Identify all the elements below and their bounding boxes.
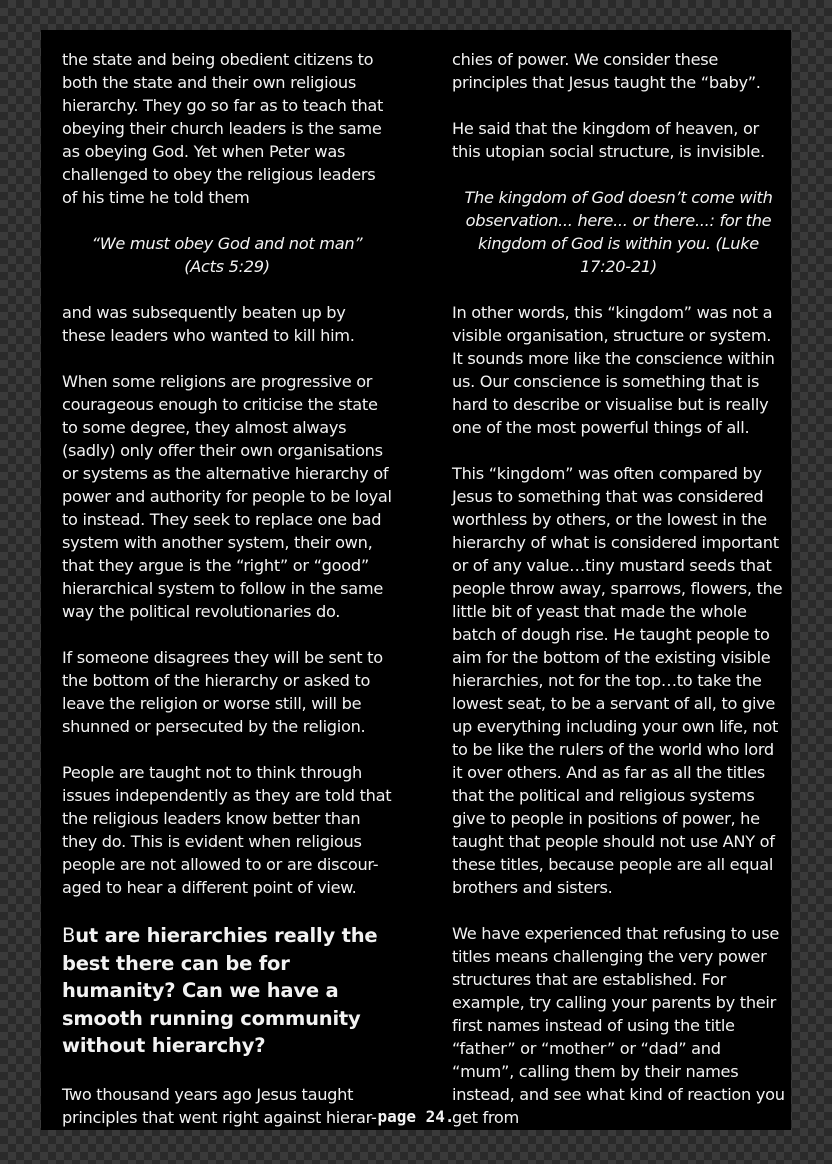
page-number: page 24.	[377, 1107, 455, 1126]
section-heading	[62, 922, 392, 1060]
left-paragraph-5: People are taught not to think through issues independently as they are told that the religious leaders know better than they do. This is evident when religious people are not allowed to or are discour-aged to hear a different point of view.	[62, 763, 392, 897]
acts-quote-text: “We must obey God and not man”	[91, 234, 363, 253]
right-column	[452, 48, 785, 1152]
left-paragraph-3: When some religions are progressive or courageous enough to criticise the state to some degree, they almost always (sadly) only offer their own organisations or systems as the alternative hierarchy of power and authority for people to be loyal to instead. They seek to replace one bad system with another system, their own, that they argue is the “right” or “good” hierarchical system to follow in the same way the political revolutionaries do.	[62, 372, 392, 621]
left-paragraph-4: If someone disagrees they will be sent to the bottom of the hierarchy or asked to leave the religion or worse still, will be shunned or persecuted by the religion.	[62, 648, 383, 736]
page-panel	[41, 30, 791, 1130]
acts-quote	[62, 232, 392, 278]
heading-text: ut are hierarchies really the best there can be for humanity? Can we have a smooth running community without hierarchy?	[62, 924, 378, 1057]
right-paragraph-1: chies of power. We consider these principles that Jesus taught the “baby”.	[452, 50, 761, 92]
right-paragraph-3: In other words, this “kingdom” was not a visible organisation, structure or system. It sounds more like the conscience within us. Our conscience is something that is hard to describe or visualise but is really one of the most powerful things of all.	[452, 303, 775, 437]
left-paragraph-6: Two thousand years ago Jesus taught principles that went right against hierar-	[62, 1084, 377, 1127]
acts-quote-reference: (Acts 5:29)	[184, 257, 270, 276]
left-column	[62, 48, 392, 1152]
left-paragraph-1: the state and being obedient citizens to both the state and their own religious hierarchy. They go so far as to teach that obeying their church leaders is the same as obeying God. Yet when Peter was challenged to obey the religious leaders of his time he told them	[62, 50, 384, 207]
heading-initial: B	[62, 924, 76, 947]
luke-quote: The kingdom of God doesn’t come with observation... here... or there...: for the kingdom of God is within you. (Luke 17:20-21)	[464, 188, 773, 276]
left-paragraph-2: and was subsequently beaten up by these leaders who wanted to kill him.	[62, 303, 355, 345]
right-paragraph-5: We have experienced that refusing to use titles means challenging the very power structures that are established. For example, try calling your parents by their first names instead of using the title “father” or “mother” or “dad” and “mum”, calling them by their names instead, and see what kind of reaction you get from	[452, 924, 785, 1127]
right-paragraph-2: He said that the kingdom of heaven, or this utopian social structure, is invisible.	[452, 119, 765, 161]
right-paragraph-4: This “kingdom” was often compared by Jesus to something that was considered worthless by others, or the lowest in the hierarchy of what is considered important or of any value…tiny mustard seeds that people throw away, sparrows, flowers, the little bit of yeast that made the whole batch of dough rise. He taught people to aim for the bottom of the existing visible hierarchies, not for the top…to take the lowest seat, to be a servant of all, to give up everything including your own life, not to be like the rulers of the world who lord it over others. And as far as all the titles that the political and religious systems give to people in positions of power, he taught that people should not use ANY of these titles, because people are all equal brothers and sisters.	[452, 464, 783, 897]
